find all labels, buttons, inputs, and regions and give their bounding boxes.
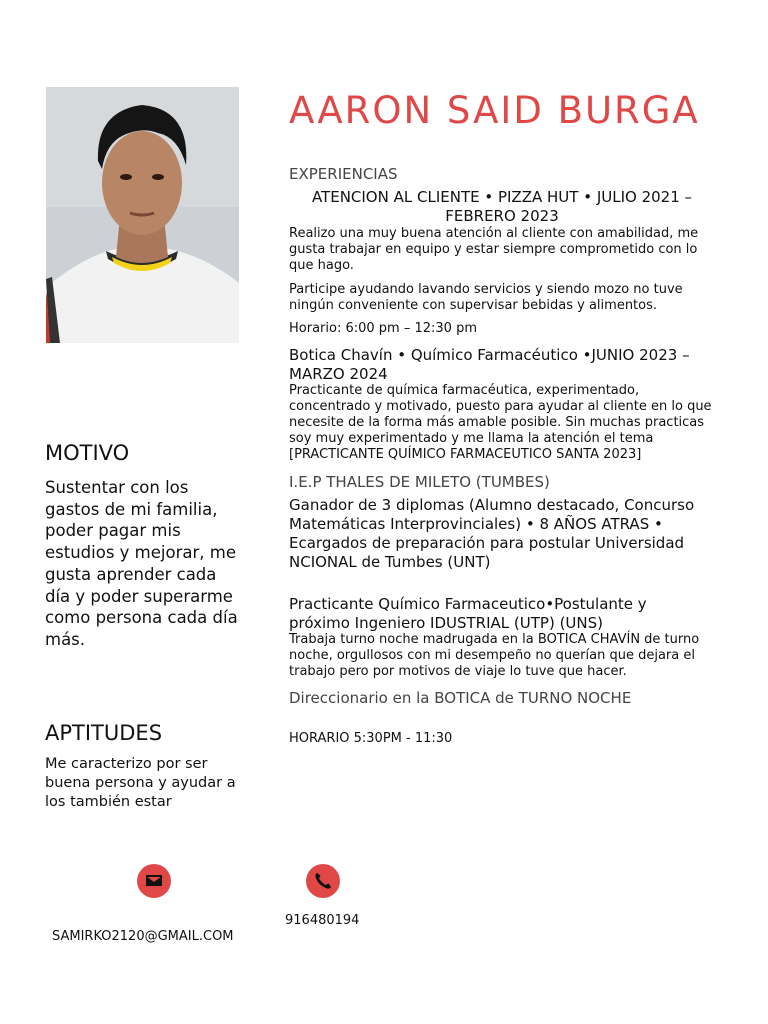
motivo-title: MOTIVO (45, 441, 130, 465)
job3-heading: Practicante Químico Farmaceutico•Postulante y próximo Ingeniero IDUSTRIAL (UTP) (UNS) (289, 595, 647, 632)
job3-description: Trabaja turno noche madrugada en la BOTICA CHAVÍN de turno noche, orgullosos con mi desempeño no querían que dejara el trabajo pero por motivos de viaje lo tuve que hacer. (289, 632, 700, 679)
job3-hours: HORARIO 5:30PM - 11:30 (289, 731, 453, 746)
phone-icon (306, 864, 340, 898)
job1-heading: ATENCION AL CLIENTE • PIZZA HUT • JULIO 2021 – FEBRERO 2023 (311, 188, 693, 225)
profile-photo (46, 87, 239, 343)
job3-subtitle: Direccionario en la BOTICA de TURNO NOCHE (289, 689, 632, 707)
name-heading-wrap (289, 86, 719, 132)
job1-description-2: Participe ayudando lavando servicios y siendo mozo no tuve ningún conveniente con supervisar bebidas y alimentos. (289, 282, 683, 313)
education-title: I.E.P THALES DE MILETO (TUMBES) (289, 473, 550, 491)
education-description: Ganador de 3 diplomas (Alumno destacado, Concurso Matemáticas Interprovinciales) • 8 AÑOS ATRAS • Ecargados de preparación para postular Universidad NCIONAL de Tumbes (UNT) (289, 496, 695, 571)
profile-photo-illustration (46, 87, 239, 343)
job2-heading: Botica Chavín • Químico Farmacéutico •JUNIO 2023 – MARZO 2024 (289, 346, 690, 383)
aptitudes-text: Me caracterizo por ser buena persona y ayudar a los también estar (45, 756, 236, 810)
job2-description: Practicante de química farmacéutica, experimentado, concentrado y motivado, puesto para ayudar al cliente en lo que necesite de la forma más amable posible. Sin muchas practicas soy muy experimentado y me llama la atención el tema [PRACTICANTE QUÍMICO FARMACEUTICO SANTA 2023] (289, 383, 712, 462)
aptitudes-title: APTITUDES (45, 721, 163, 745)
job1-description: Realizo una muy buena atención al cliente con amabilidad, me gusta trabajar en equipo y estar siempre comprometido con lo que hago. (289, 226, 699, 273)
experience-title: EXPERIENCIAS (289, 165, 398, 183)
candidate-name: AARON SAID BURGA (289, 89, 700, 132)
job1-hours: Horario: 6:00 pm – 12:30 pm (289, 321, 477, 336)
phone-text[interactable]: 916480194 (285, 913, 360, 928)
email-text[interactable]: SAMIRKO2120@GMAIL.COM (52, 929, 234, 944)
motivo-text: Sustentar con los gastos de mi familia, poder pagar mis estudios y mejorar, me gusta aprender cada día y poder superarme como persona cada día más. (45, 478, 238, 649)
envelope-icon (137, 864, 171, 898)
